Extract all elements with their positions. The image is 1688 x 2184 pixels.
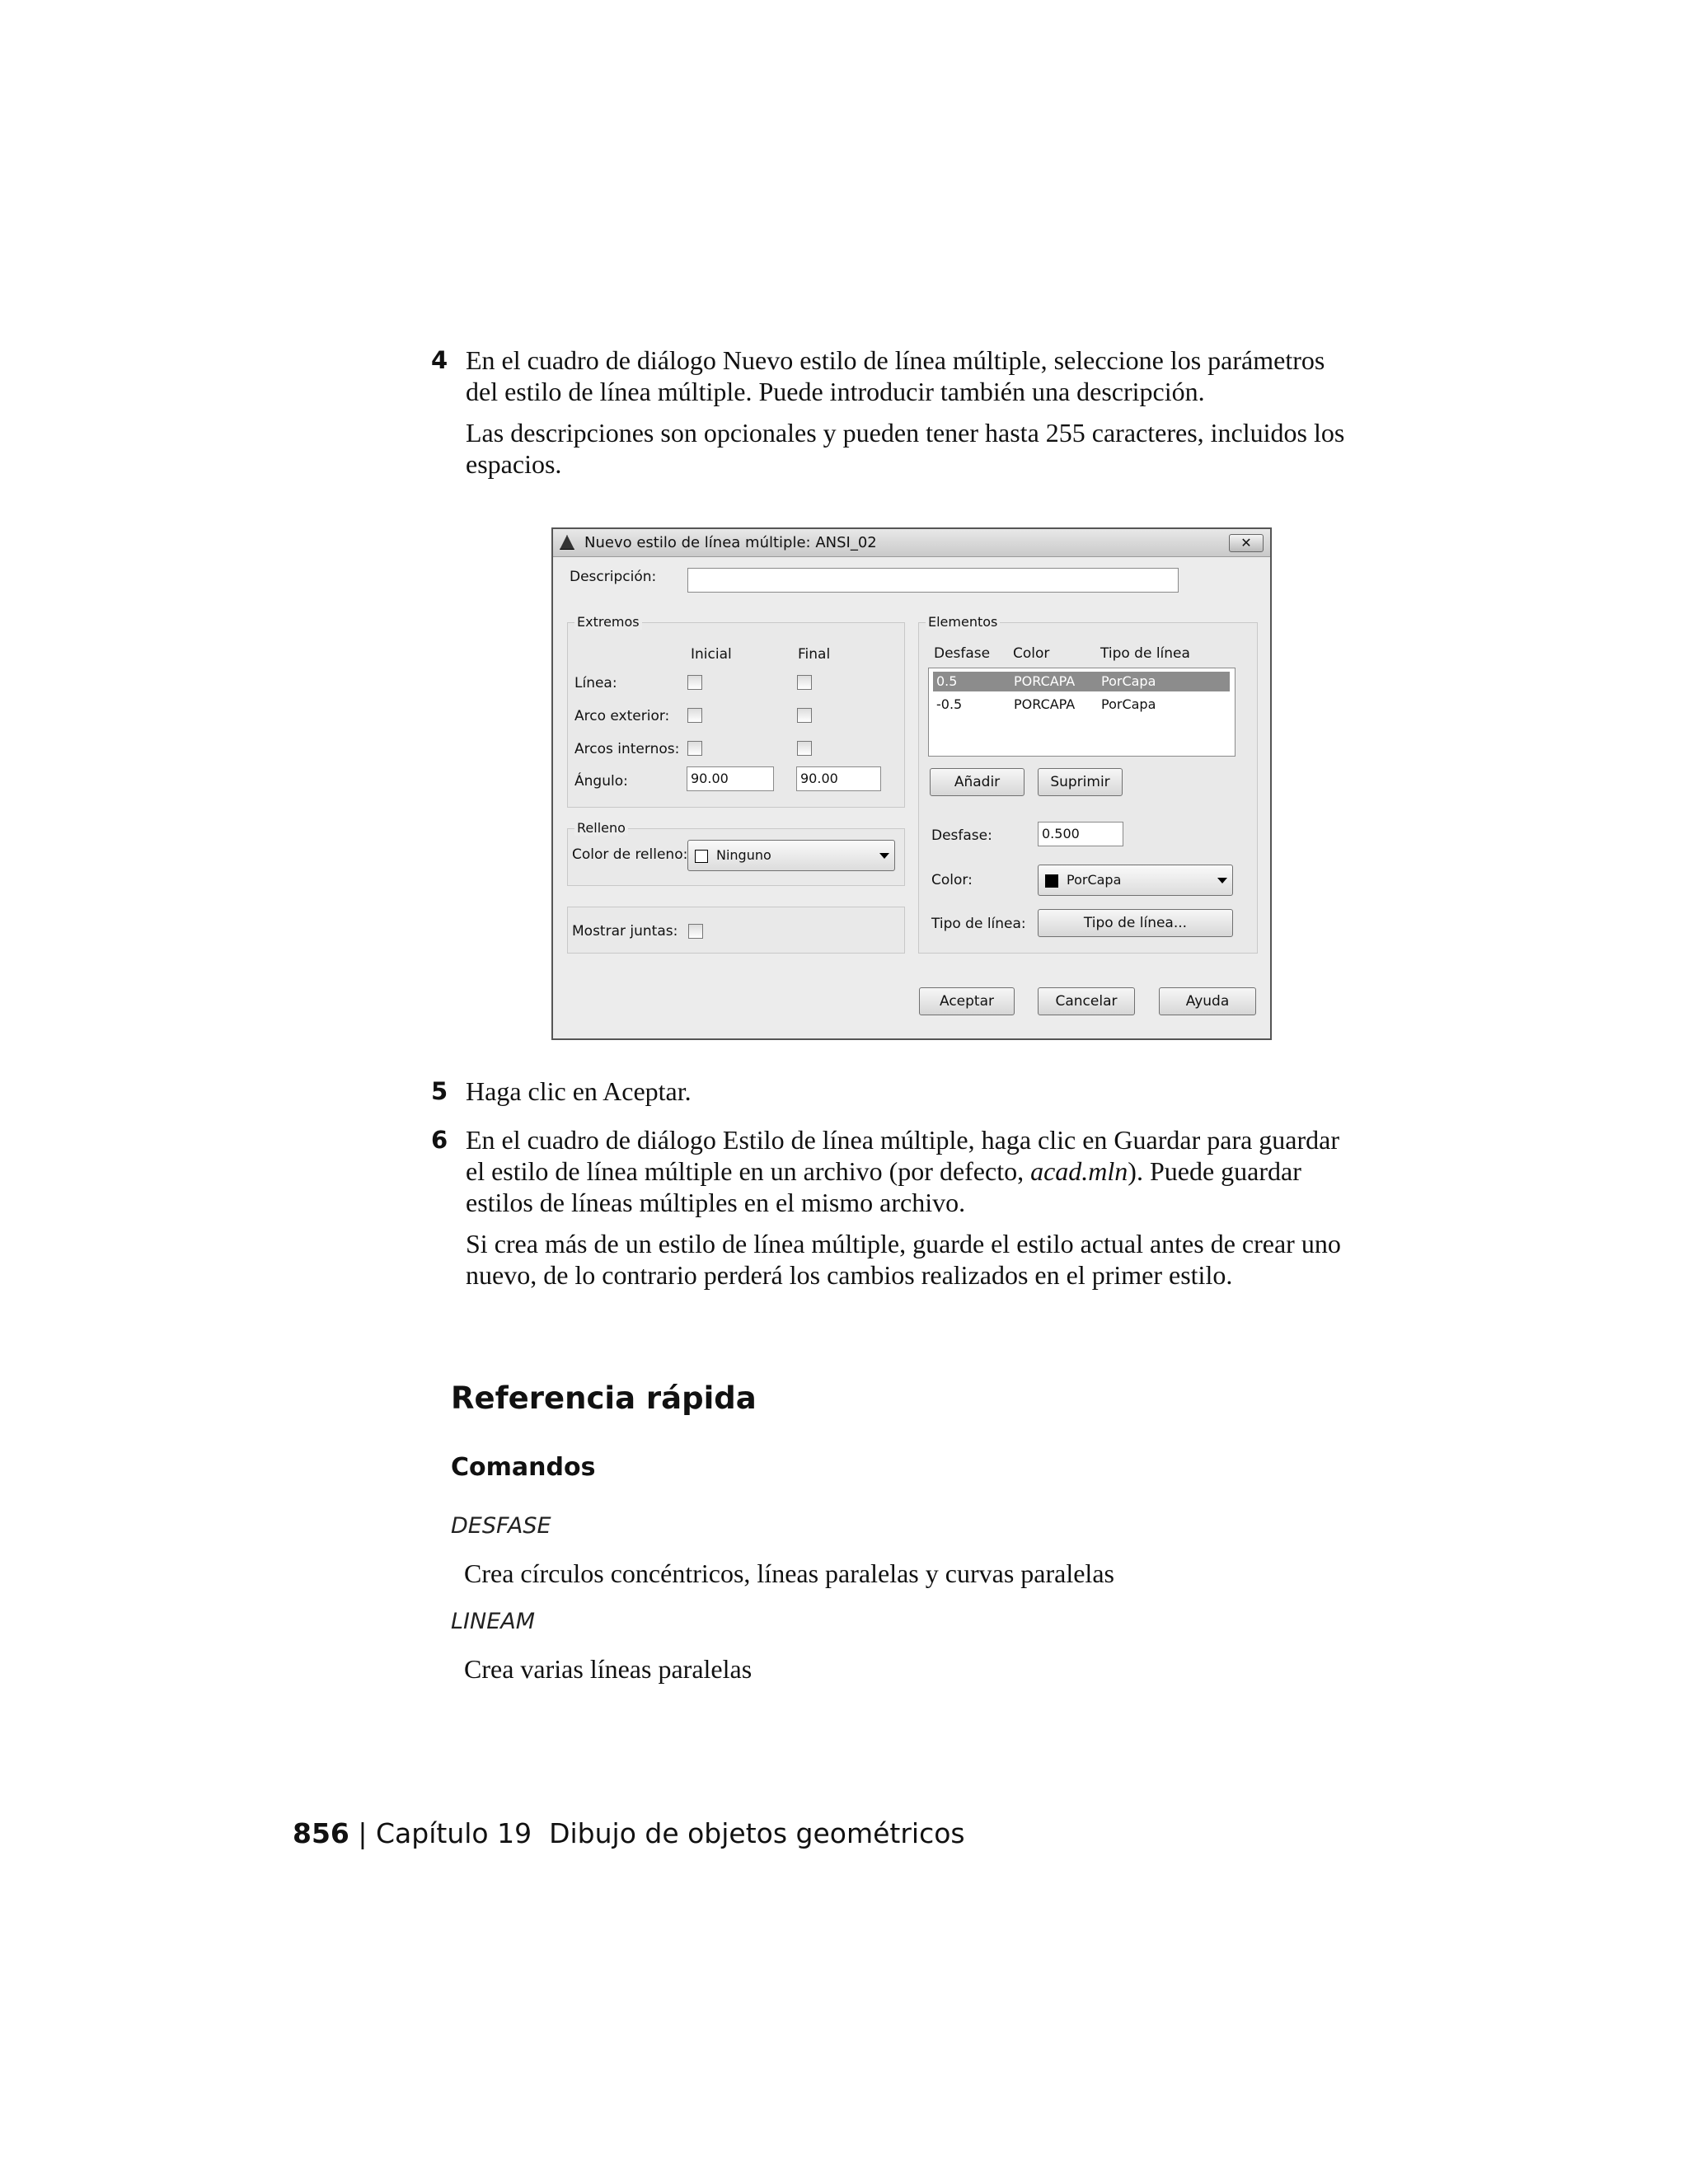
col-linetype: Tipo de línea xyxy=(1100,645,1190,662)
relleno-title: Relleno xyxy=(574,820,628,836)
offset-input[interactable]: 0.500 xyxy=(1038,822,1123,846)
color-value: PorCapa xyxy=(1067,872,1122,888)
chapter-title: Dibujo de objetos geométricos xyxy=(549,1817,965,1849)
description-label: Descripción: xyxy=(570,569,657,585)
line-start-checkbox[interactable] xyxy=(687,675,702,690)
linetype-label: Tipo de línea: xyxy=(931,916,1026,932)
command-description: Crea varias líneas paralelas xyxy=(464,1654,753,1684)
dialog-title: Nuevo estilo de línea múltiple: ANSI_02 xyxy=(584,534,877,551)
delete-button[interactable]: Suprimir xyxy=(1038,768,1123,796)
command-name[interactable]: LINEAM xyxy=(451,1609,536,1634)
item-offset: 0.5 xyxy=(936,673,958,689)
show-joints-checkbox[interactable] xyxy=(688,924,703,939)
col-color: Color xyxy=(1013,645,1050,662)
chevron-down-icon xyxy=(879,853,889,859)
fill-swatch xyxy=(695,850,708,863)
page-footer xyxy=(293,1817,965,1849)
linetype-button[interactable]: Tipo de línea... xyxy=(1038,909,1233,937)
item-linetype: PorCapa xyxy=(1101,673,1156,689)
step-paragraph: Las descripciones son opcionales y pueden tener hasta 255 caracteres, incluidos los espacios. xyxy=(466,418,1345,479)
col-final: Final xyxy=(798,646,831,663)
command-description: Crea círculos concéntricos, líneas paralelas y curvas paralelas xyxy=(464,1558,1114,1588)
relleno-group xyxy=(567,820,905,886)
angle-start-input[interactable]: 90.00 xyxy=(687,766,774,791)
step-4 xyxy=(431,344,1356,480)
line-label: Línea: xyxy=(574,675,617,691)
cancel-button[interactable]: Cancelar xyxy=(1038,987,1135,1015)
list-item[interactable] xyxy=(933,695,1230,715)
command-name[interactable]: DESFASE xyxy=(451,1513,551,1539)
subsection-heading: Comandos xyxy=(451,1453,596,1482)
close-button[interactable]: ✕ xyxy=(1229,534,1264,552)
inner-arcs-end-checkbox[interactable] xyxy=(797,741,812,756)
extremos-group xyxy=(567,614,905,808)
extremos-title: Extremos xyxy=(574,614,642,630)
step-text: En el cuadro de diálogo Estilo de línea múltiple, haga clic en Guardar para guardar el estilo de línea múltiple en un archivo (por defecto, xyxy=(466,1125,1340,1186)
ok-button[interactable]: Aceptar xyxy=(919,987,1015,1015)
app-icon xyxy=(560,535,574,550)
footer-separator: | xyxy=(358,1817,368,1849)
item-linetype: PorCapa xyxy=(1101,696,1156,712)
show-joints-label: Mostrar juntas: xyxy=(572,923,678,940)
outer-arc-start-checkbox[interactable] xyxy=(687,708,702,723)
col-offset: Desfase xyxy=(934,645,991,662)
item-color: PORCAPA xyxy=(1014,696,1076,712)
dialog-titlebar xyxy=(553,529,1270,557)
chapter-label: Capítulo 19 xyxy=(376,1817,532,1849)
color-swatch xyxy=(1045,874,1058,888)
description-input[interactable] xyxy=(687,568,1179,593)
fill-color-value: Ninguno xyxy=(716,847,771,863)
file-name: acad.mln xyxy=(1030,1156,1128,1186)
help-button[interactable]: Ayuda xyxy=(1159,987,1256,1015)
page-number: 856 xyxy=(293,1817,349,1849)
step-number: 4 xyxy=(431,346,448,374)
step-paragraph: Haga clic en Aceptar. xyxy=(466,1076,692,1106)
elements-list[interactable] xyxy=(928,668,1236,757)
fill-color-select[interactable] xyxy=(687,840,895,871)
step-paragraph xyxy=(466,1124,1356,1218)
step-number: 5 xyxy=(431,1077,448,1105)
list-item[interactable] xyxy=(933,672,1230,691)
step-number: 6 xyxy=(431,1126,448,1154)
step-paragraph: En el cuadro de diálogo Nuevo estilo de línea múltiple, seleccione los parámetros del estilo de línea múltiple. Puede introducir también una descripción. xyxy=(466,345,1325,406)
line-end-checkbox[interactable] xyxy=(797,675,812,690)
outer-arc-end-checkbox[interactable] xyxy=(797,708,812,723)
step-text: ). Puede guardar estilos de líneas múltiples en el mismo archivo. xyxy=(466,1156,1301,1217)
item-color: PORCAPA xyxy=(1014,673,1076,689)
angle-label: Ángulo: xyxy=(574,773,628,790)
col-inicial: Inicial xyxy=(691,646,732,663)
step-6 xyxy=(431,1124,1356,1291)
chevron-down-icon xyxy=(1217,878,1227,883)
item-offset: -0.5 xyxy=(936,696,963,712)
add-button[interactable]: Añadir xyxy=(930,768,1025,796)
fill-color-label: Color de relleno: xyxy=(572,846,688,863)
inner-arcs-start-checkbox[interactable] xyxy=(687,741,702,756)
angle-end-input[interactable]: 90.00 xyxy=(796,766,881,791)
show-joints-group xyxy=(567,907,905,954)
multiline-style-dialog xyxy=(551,527,1272,1040)
color-label: Color: xyxy=(931,872,973,888)
outer-arc-label: Arco exterior: xyxy=(574,708,670,724)
color-select[interactable] xyxy=(1038,865,1233,896)
section-heading: Referencia rápida xyxy=(451,1380,757,1416)
step-5 xyxy=(431,1076,1356,1107)
step-paragraph: Si crea más de un estilo de línea múltiple, guarde el estilo actual antes de crear uno nuevo, de lo contrario perderá los cambios realizados en el primer estilo. xyxy=(466,1229,1341,1290)
offset-label: Desfase: xyxy=(931,827,992,844)
inner-arcs-label: Arcos internos: xyxy=(574,741,680,757)
elementos-title: Elementos xyxy=(926,614,1000,630)
